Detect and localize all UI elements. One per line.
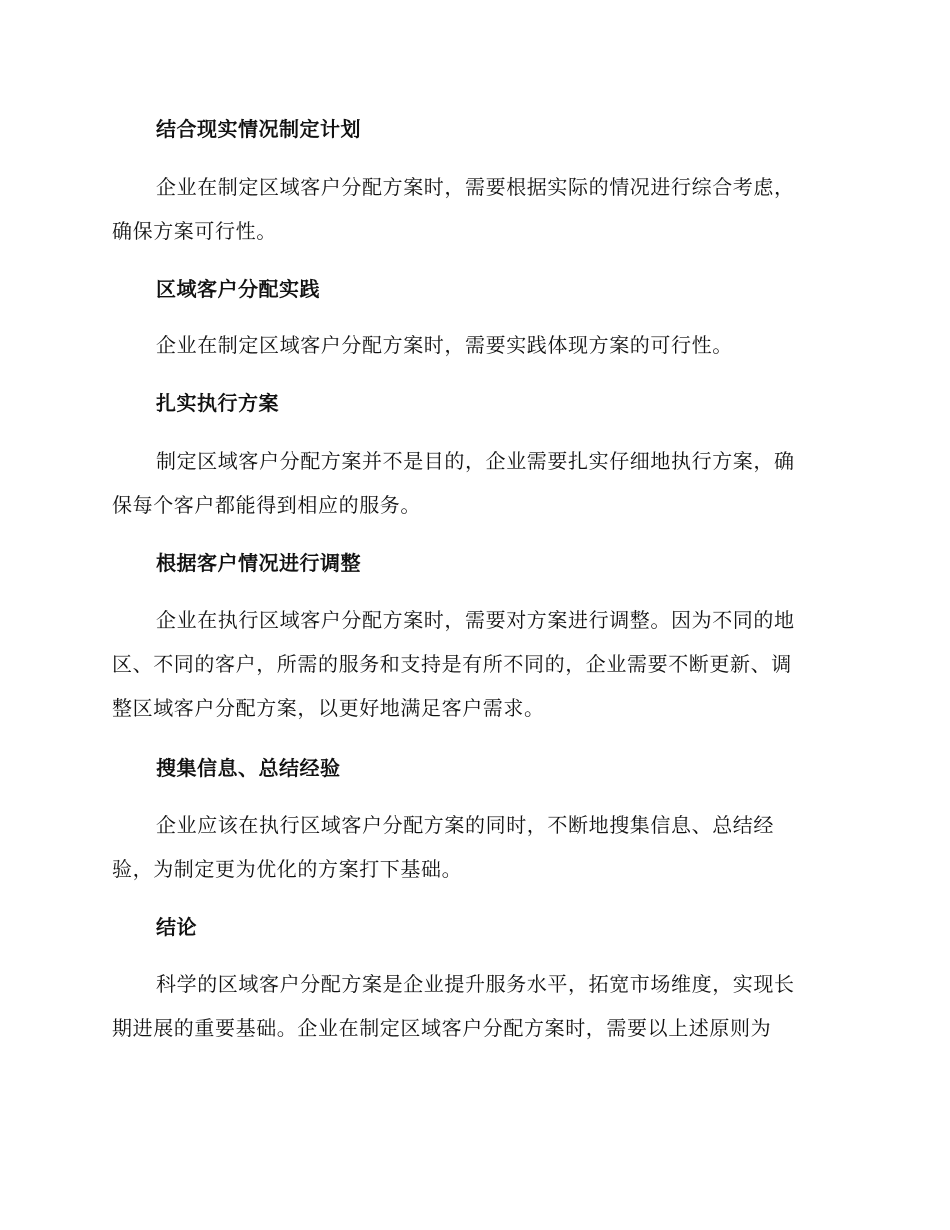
paragraph-line: 区、不同的客户，所需的服务和支持是有所不同的，企业需要不断更新、调 xyxy=(112,652,792,676)
paragraph-line: 企业应该在执行区域客户分配方案的同时，不断地搜集信息、总结经 xyxy=(156,813,774,837)
section-heading: 根据客户情况进行调整 xyxy=(156,551,361,575)
section-heading: 区域客户分配实践 xyxy=(156,277,320,301)
section-paragraph xyxy=(112,165,832,253)
paragraph-line: 确保方案可行性。 xyxy=(112,219,277,243)
paragraph-line: 验，为制定更为优化的方案打下基础。 xyxy=(112,857,463,881)
section-heading: 结论 xyxy=(156,915,197,939)
section-paragraph xyxy=(112,598,832,730)
section-paragraph xyxy=(112,803,832,891)
section-paragraph xyxy=(112,439,832,527)
section-heading: 结合现实情况制定计划 xyxy=(156,117,361,141)
paragraph-line: 科学的区域客户分配方案是企业提升服务水平，拓宽市场维度，实现长 xyxy=(156,972,795,996)
paragraph-line: 制定区域客户分配方案并不是目的，企业需要扎实仔细地执行方案，确 xyxy=(156,449,795,473)
paragraph-line: 企业在执行区域客户分配方案时，需要对方案进行调整。因为不同的地 xyxy=(156,608,795,632)
paragraph-line: 企业在制定区域客户分配方案时，需要实践体现方案的可行性。 xyxy=(156,333,733,357)
section-paragraph xyxy=(112,323,832,367)
paragraph-line: 保每个客户都能得到相应的服务。 xyxy=(112,493,421,517)
section-paragraph xyxy=(112,962,832,1050)
paragraph-line: 整区域客户分配方案，以更好地满足客户需求。 xyxy=(112,696,545,720)
section-heading: 搜集信息、总结经验 xyxy=(156,756,341,780)
section-heading: 扎实执行方案 xyxy=(156,391,279,415)
paragraph-line: 期进展的重要基础。企业在制定区域客户分配方案时，需要以上述原则为 xyxy=(112,1016,772,1040)
paragraph-line: 企业在制定区域客户分配方案时，需要根据实际的情况进行综合考虑， xyxy=(156,175,795,199)
